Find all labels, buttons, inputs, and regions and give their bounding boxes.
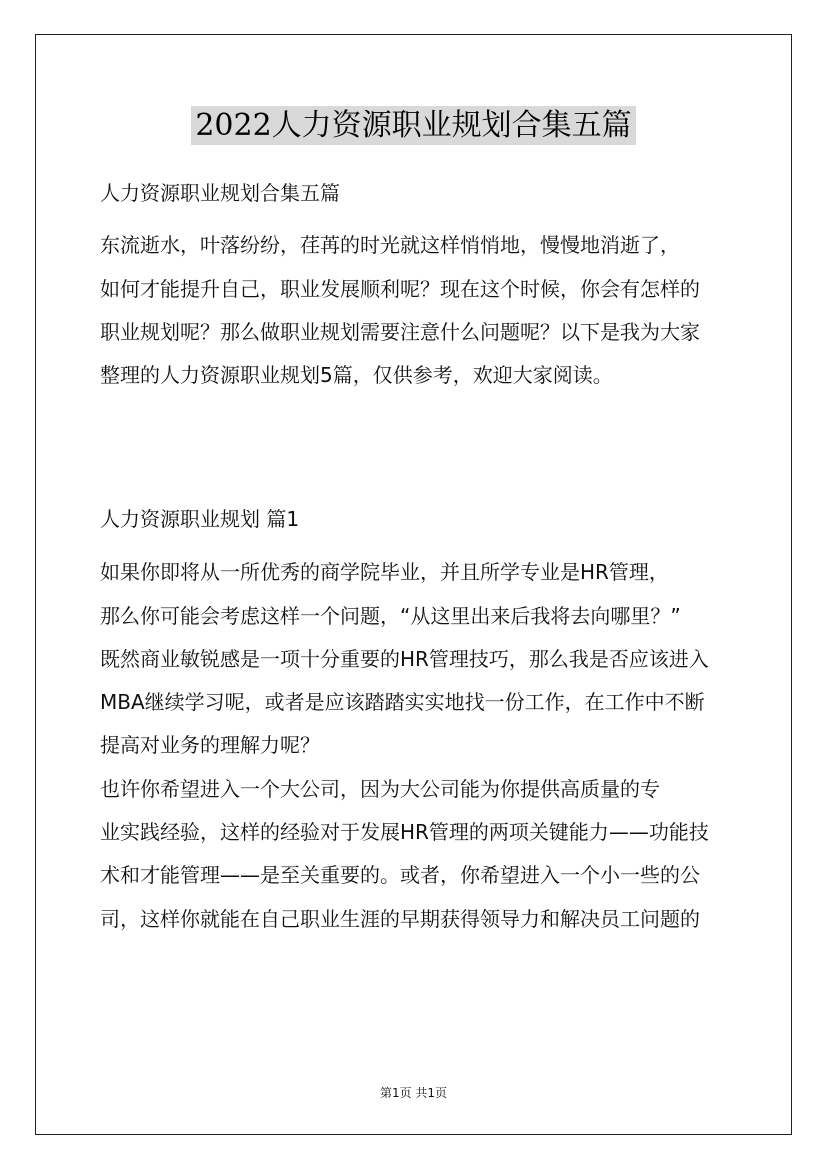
page-footer: 第1页 共1页 <box>379 1086 448 1100</box>
paragraph-line: 那么你可能会考虑这样一个问题，“从这里出来后我将去向哪里？” <box>100 603 681 628</box>
document-subtitle: 人力资源职业规划合集五篇 <box>100 181 340 205</box>
paragraph-line: MBA继续学习呢，或者是应该踏踏实实地找一份工作，在工作中不断 <box>100 690 705 715</box>
intro-line: 整理的人力资源职业规划5篇，仅供参考，欢迎大家阅读。 <box>100 363 613 388</box>
section-1 <box>100 498 740 941</box>
intro-line: 如何才能提升自己，职业发展顺利呢？现在这个时候，你会有怎样的 <box>100 276 700 301</box>
paragraph-line: 司，这样你就能在自己职业生涯的早期获得领导力和解决员工问题的 <box>100 906 700 931</box>
document-title-text: 2022人力资源职业规划合集五篇 <box>191 106 635 145</box>
document-body <box>100 172 740 397</box>
paragraph-line: 既然商业敏锐感是一项十分重要的HR管理技巧，那么我是否应该进入 <box>100 646 709 671</box>
paragraph-line: 提高对业务的理解力呢？ <box>100 733 320 758</box>
intro-line: 职业规划呢？那么做职业规划需要注意什么问题呢？以下是我为大家 <box>100 319 700 344</box>
paragraph-line: 业实践经验，这样的经验对于发展HR管理的两项关键能力——功能技 <box>100 820 709 845</box>
paragraph-line: 如果你即将从一所优秀的商学院毕业，并且所学专业是HR管理， <box>100 560 669 585</box>
paragraph-line: 也许你希望进入一个大公司，因为大公司能为你提供高质量的专 <box>100 776 660 801</box>
paragraph-line: 术和才能管理——是至关重要的。或者，你希望进入一个小一些的公 <box>100 863 700 888</box>
intro-line: 东流逝水，叶落纷纷，荏苒的时光就这样悄悄地，慢慢地消逝了， <box>100 233 680 258</box>
document-title <box>0 100 827 144</box>
section-heading: 人力资源职业规划 篇1 <box>100 507 300 531</box>
